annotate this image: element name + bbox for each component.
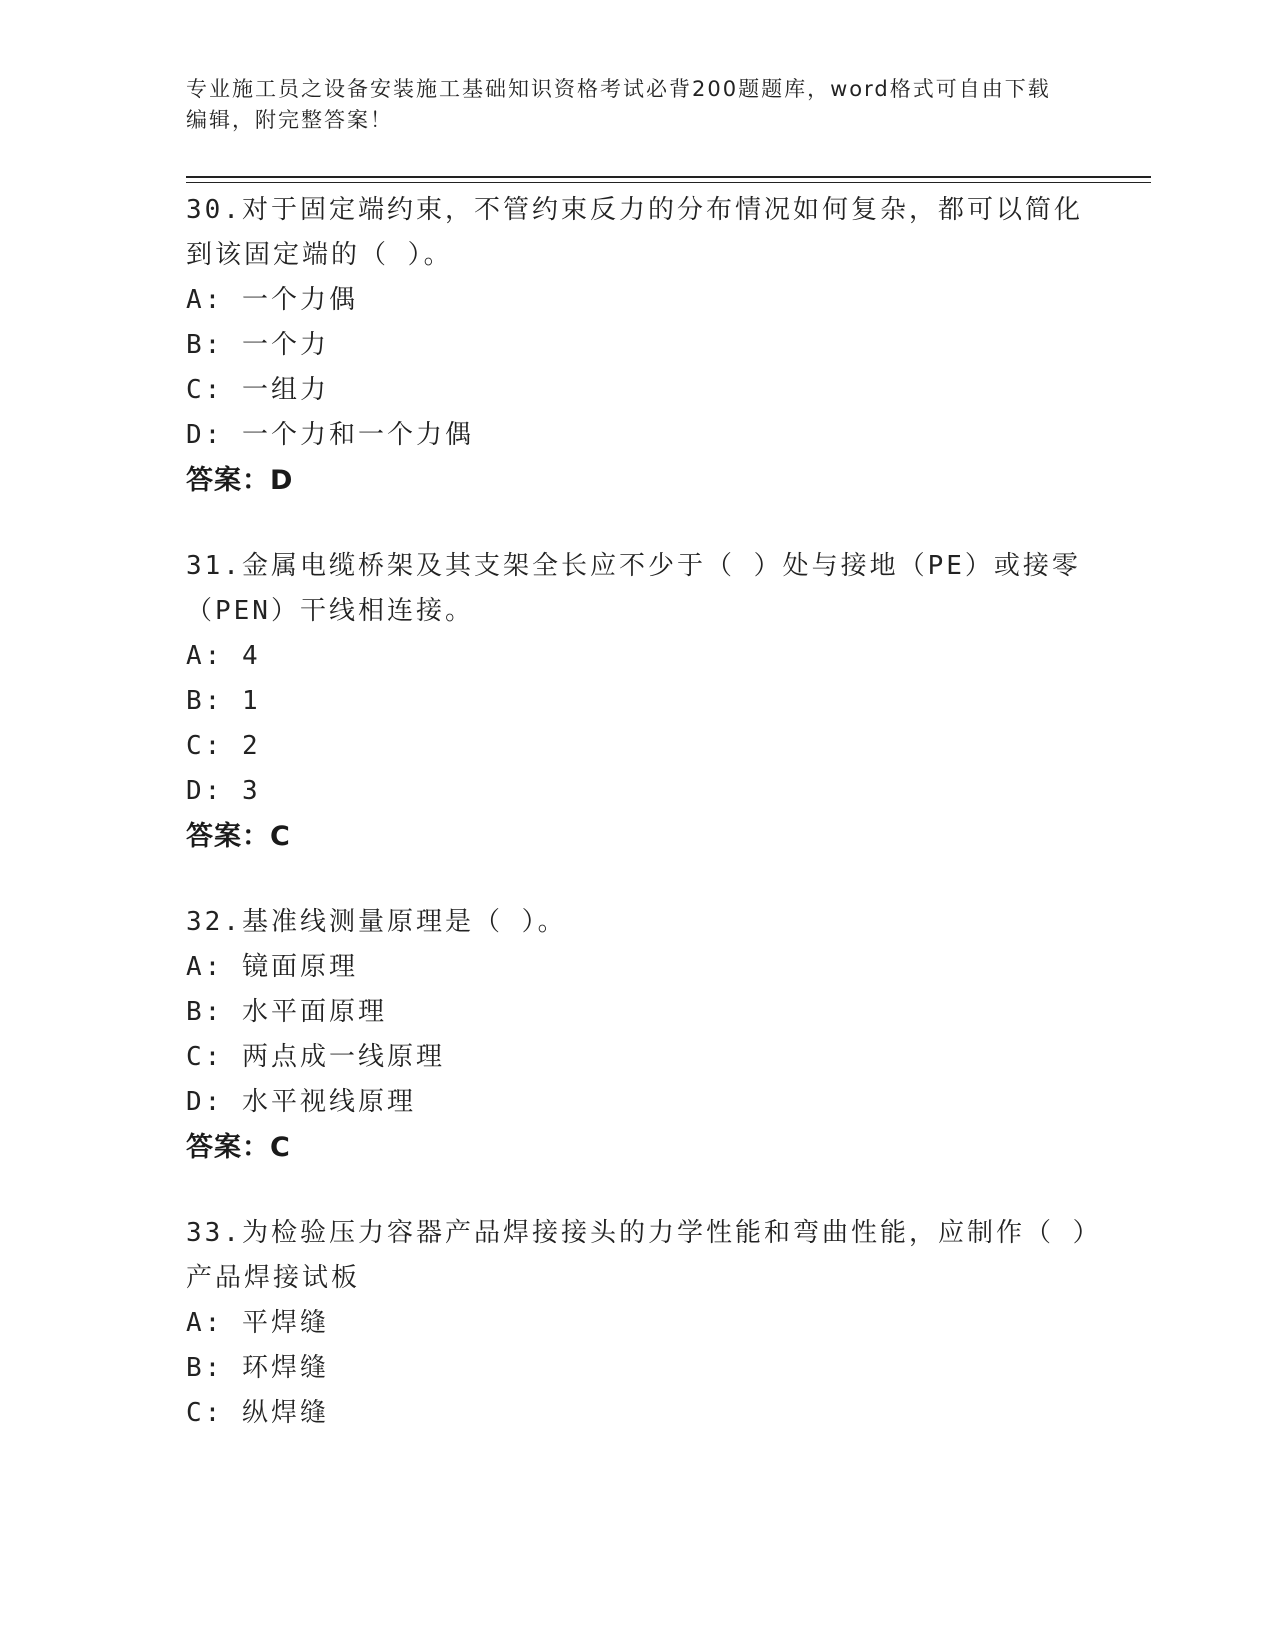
question-text: 30.对于固定端约束，不管约束反力的分布情况如何复杂，都可以简化到该固定端的（ ）。 — [186, 195, 1083, 270]
option-c: C: 2 — [186, 731, 261, 761]
answer-label: 答案：C — [186, 1132, 291, 1163]
question-31 — [186, 544, 1106, 859]
header-rule-thick — [186, 176, 1151, 178]
option-b: B: 环焊缝 — [186, 1353, 329, 1383]
option-b: B: 一个力 — [186, 330, 329, 360]
option-b: B: 水平面原理 — [186, 997, 387, 1027]
option-a: A: 4 — [186, 641, 261, 671]
question-text: 31.金属电缆桥架及其支架全长应不少于（ ）处与接地（PE）或接零（PEN）干线相连接。 — [186, 551, 1081, 626]
option-c: C: 两点成一线原理 — [186, 1042, 445, 1072]
option-c: C: 一组力 — [186, 375, 329, 405]
question-32 — [186, 900, 1106, 1170]
option-a: A: 平焊缝 — [186, 1308, 329, 1338]
question-text: 32.基准线测量原理是（ ）。 — [186, 907, 567, 937]
question-33 — [186, 1211, 1106, 1436]
question-text: 33.为检验压力容器产品焊接接头的力学性能和弯曲性能，应制作（ ）产品焊接试板 — [186, 1218, 1102, 1293]
answer-label: 答案：C — [186, 821, 291, 852]
question-30 — [186, 188, 1106, 503]
option-d: D: 3 — [186, 776, 261, 806]
answer-label: 答案：D — [186, 465, 294, 496]
option-c: C: 纵焊缝 — [186, 1398, 329, 1428]
document-header: 专业施工员之设备安装施工基础知识资格考试必背200题题库，word格式可自由下载编辑，附完整答案！ — [186, 77, 1051, 132]
option-a: A: 镜面原理 — [186, 952, 358, 982]
header-rule-thin — [186, 182, 1151, 183]
option-d: D: 一个力和一个力偶 — [186, 420, 474, 450]
question-list — [186, 188, 1106, 1477]
option-d: D: 水平视线原理 — [186, 1087, 416, 1117]
option-a: A: 一个力偶 — [186, 285, 358, 315]
option-b: B: 1 — [186, 686, 261, 716]
